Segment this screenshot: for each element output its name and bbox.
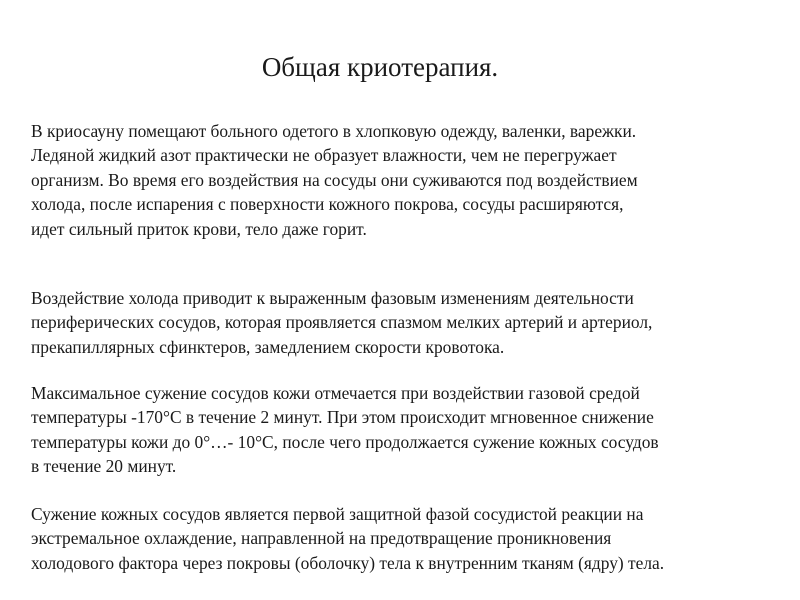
text-line: экстремальное охлаждение, направленной на предотвращение проникновения	[31, 528, 612, 549]
text-line: температуры -170°С в течение 2 минут. При этом происходит мгновенное снижение	[31, 407, 654, 428]
text-line: Ледяной жидкий азот практически не образует влажности, чем не перегружает	[31, 145, 617, 166]
text-line: Максимальное сужение сосудов кожи отмечается при воздействии газовой средой	[31, 383, 640, 403]
text-line: периферических сосудов, которая проявляется спазмом мелких артерий и артериол,	[31, 312, 653, 333]
text-line: В криосауну помещают больного одетого в хлопковую одежду, валенки, варежки.	[31, 121, 637, 141]
text-line: температуры кожи до 0°…- 10°С, после чего продолжается сужение кожных сосудов	[31, 431, 659, 452]
text-line: идет сильный приток крови, тело даже горит.	[31, 218, 367, 239]
text-line: Сужение кожных сосудов является первой защитной фазой сосудистой реакции на	[31, 504, 644, 524]
text-line: холодового фактора через покровы (оболочку) тела к внутренним тканям (ядру) тела.	[31, 552, 665, 573]
paragraph-cold-effect	[31, 286, 776, 359]
paragraph-cryosauna	[31, 119, 776, 241]
text-line: в течение 20 минут.	[31, 456, 177, 477]
paragraph-protective-phase	[31, 502, 776, 575]
text-line: холода, после испарения с поверхности кожного покрова, сосуды расширяются,	[31, 194, 624, 215]
text-line: прекапиллярных сфинктеров, замедлением скорости кровотока.	[31, 336, 505, 357]
slide-title: Общая криотерапия.	[261, 52, 499, 82]
text-line: Воздействие холода приводит к выраженным фазовым изменениям деятельности	[31, 288, 634, 308]
paragraph-max-constriction	[31, 381, 776, 479]
text-line: организм. Во время его воздействия на сосуды они суживаются под воздействием	[31, 169, 638, 190]
